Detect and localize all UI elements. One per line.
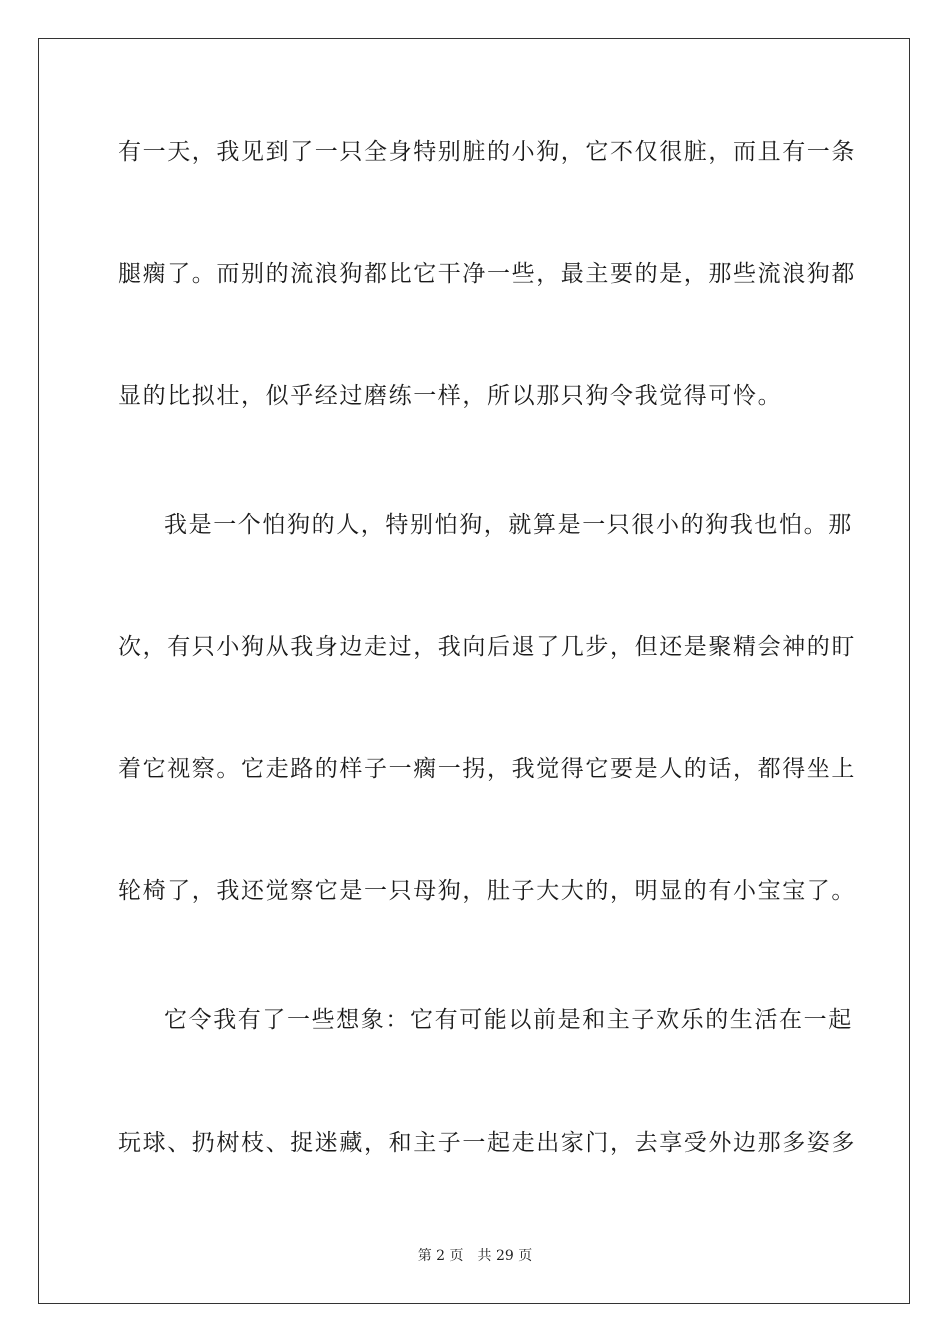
- text-line-6: 着它视察。它走路的样子一瘸一拐，我觉得它要是人的话，都得坐上: [118, 756, 856, 782]
- text-line-1: 有一天，我见到了一只全身特别脏的小狗，它不仅很脏，而且有一条: [118, 139, 856, 165]
- page-footer: [0, 1247, 950, 1265]
- page-border: [38, 38, 910, 1304]
- text-line-5: 次，有只小狗从我身边走过，我向后退了几步，但还是聚精会神的盯: [118, 634, 856, 660]
- page-total: 共 29 页: [477, 1248, 533, 1264]
- text-line-8: 它令我有了一些想象：它有可能以前是和主子欢乐的生活在一起: [164, 1007, 853, 1033]
- text-line-7: 轮椅了，我还觉察它是一只母狗，肚子大大的，明显的有小宝宝了。: [118, 878, 856, 904]
- text-line-9: 玩球、扔树枝、捉迷藏，和主子一起走出家门，去享受外边那多姿多: [118, 1130, 856, 1156]
- text-line-4: 我是一个怕狗的人，特别怕狗，就算是一只很小的狗我也怕。那: [164, 512, 853, 538]
- text-line-3: 显的比拟壮，似乎经过磨练一样，所以那只狗令我觉得可怜。: [118, 383, 783, 409]
- page-number: 第 2 页: [417, 1248, 464, 1264]
- text-line-2: 腿瘸了。而别的流浪狗都比它干净一些，最主要的是，那些流浪狗都: [118, 261, 856, 287]
